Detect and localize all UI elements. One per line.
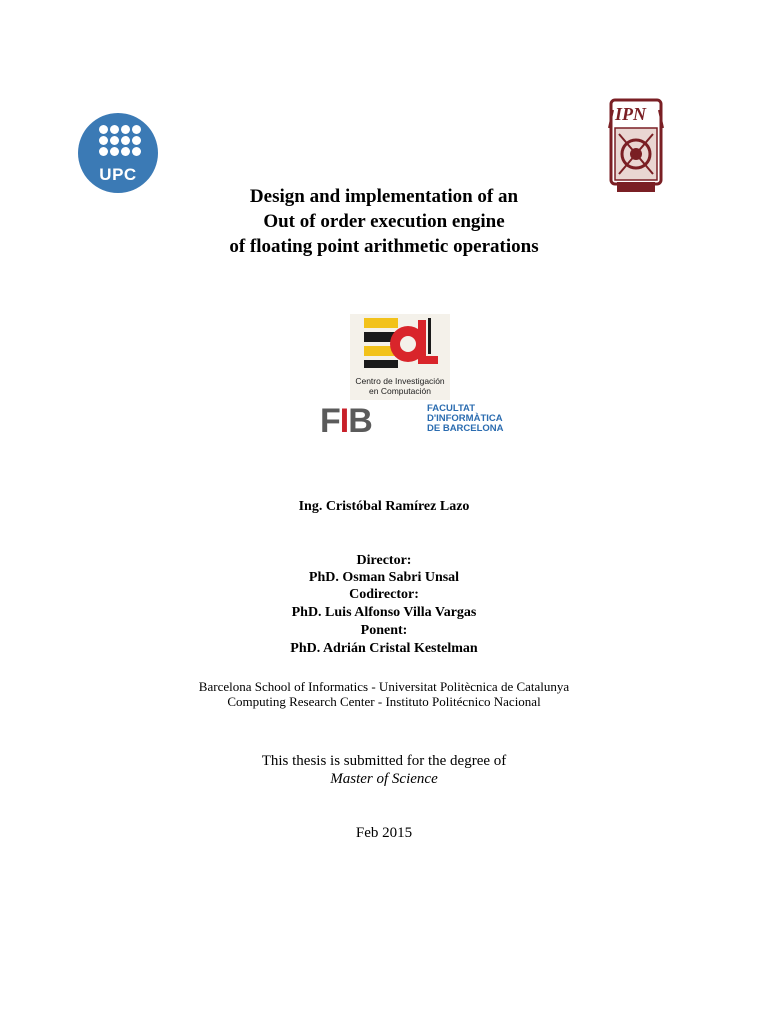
fib-subtitle-line-2: D'INFORMÀTICA	[427, 413, 503, 424]
fib-letter-f: F	[320, 402, 340, 440]
institution-line-1: Barcelona School of Informatics - Universitat Politècnica de Catalunya	[198, 679, 570, 694]
degree-name: Master of Science	[330, 771, 438, 787]
fib-letter-b: B	[348, 402, 372, 440]
codirector-name: PhD. Luis Alfonso Villa Vargas	[291, 605, 477, 620]
fib-subtitle-line-1: FACULTAT	[427, 403, 476, 414]
cic-caption-line-2: en Computación	[369, 386, 431, 396]
fib-logo	[320, 400, 504, 440]
cic-caption-line-1: Centro de Investigación	[355, 376, 445, 386]
fib-letter-i: I	[339, 402, 349, 440]
thesis-title-line-2: Out of order execution engine	[263, 211, 505, 232]
submission-date: Feb 2015	[355, 825, 413, 841]
ponent-name: PhD. Adrián Cristal Kestelman	[290, 641, 478, 656]
ponent-label: Ponent:	[360, 623, 408, 638]
fib-subtitle-line-3: DE BARCELONA	[427, 423, 504, 434]
director-name: PhD. Osman Sabri Unsal	[308, 570, 460, 585]
institution-line-2: Computing Research Center - Instituto Politécnico Nacional	[227, 694, 541, 709]
cic-logo	[350, 314, 450, 400]
ipn-emblem	[605, 98, 667, 196]
author-name: Ing. Cristóbal Ramírez Lazo	[298, 499, 470, 514]
degree-statement: This thesis is submitted for the degree of	[261, 753, 507, 769]
thesis-title-line-3: of floating point arithmetic operations	[229, 236, 539, 257]
cic-logo-graphic	[350, 314, 450, 374]
ipn-emblem-text: IPN	[615, 104, 646, 124]
director-label: Director:	[356, 553, 412, 568]
thesis-title-line-1: Design and implementation of an	[249, 186, 519, 207]
codirector-label: Codirector:	[349, 587, 419, 602]
upc-logo-text: UPC	[99, 165, 137, 184]
upc-logo	[78, 113, 158, 193]
